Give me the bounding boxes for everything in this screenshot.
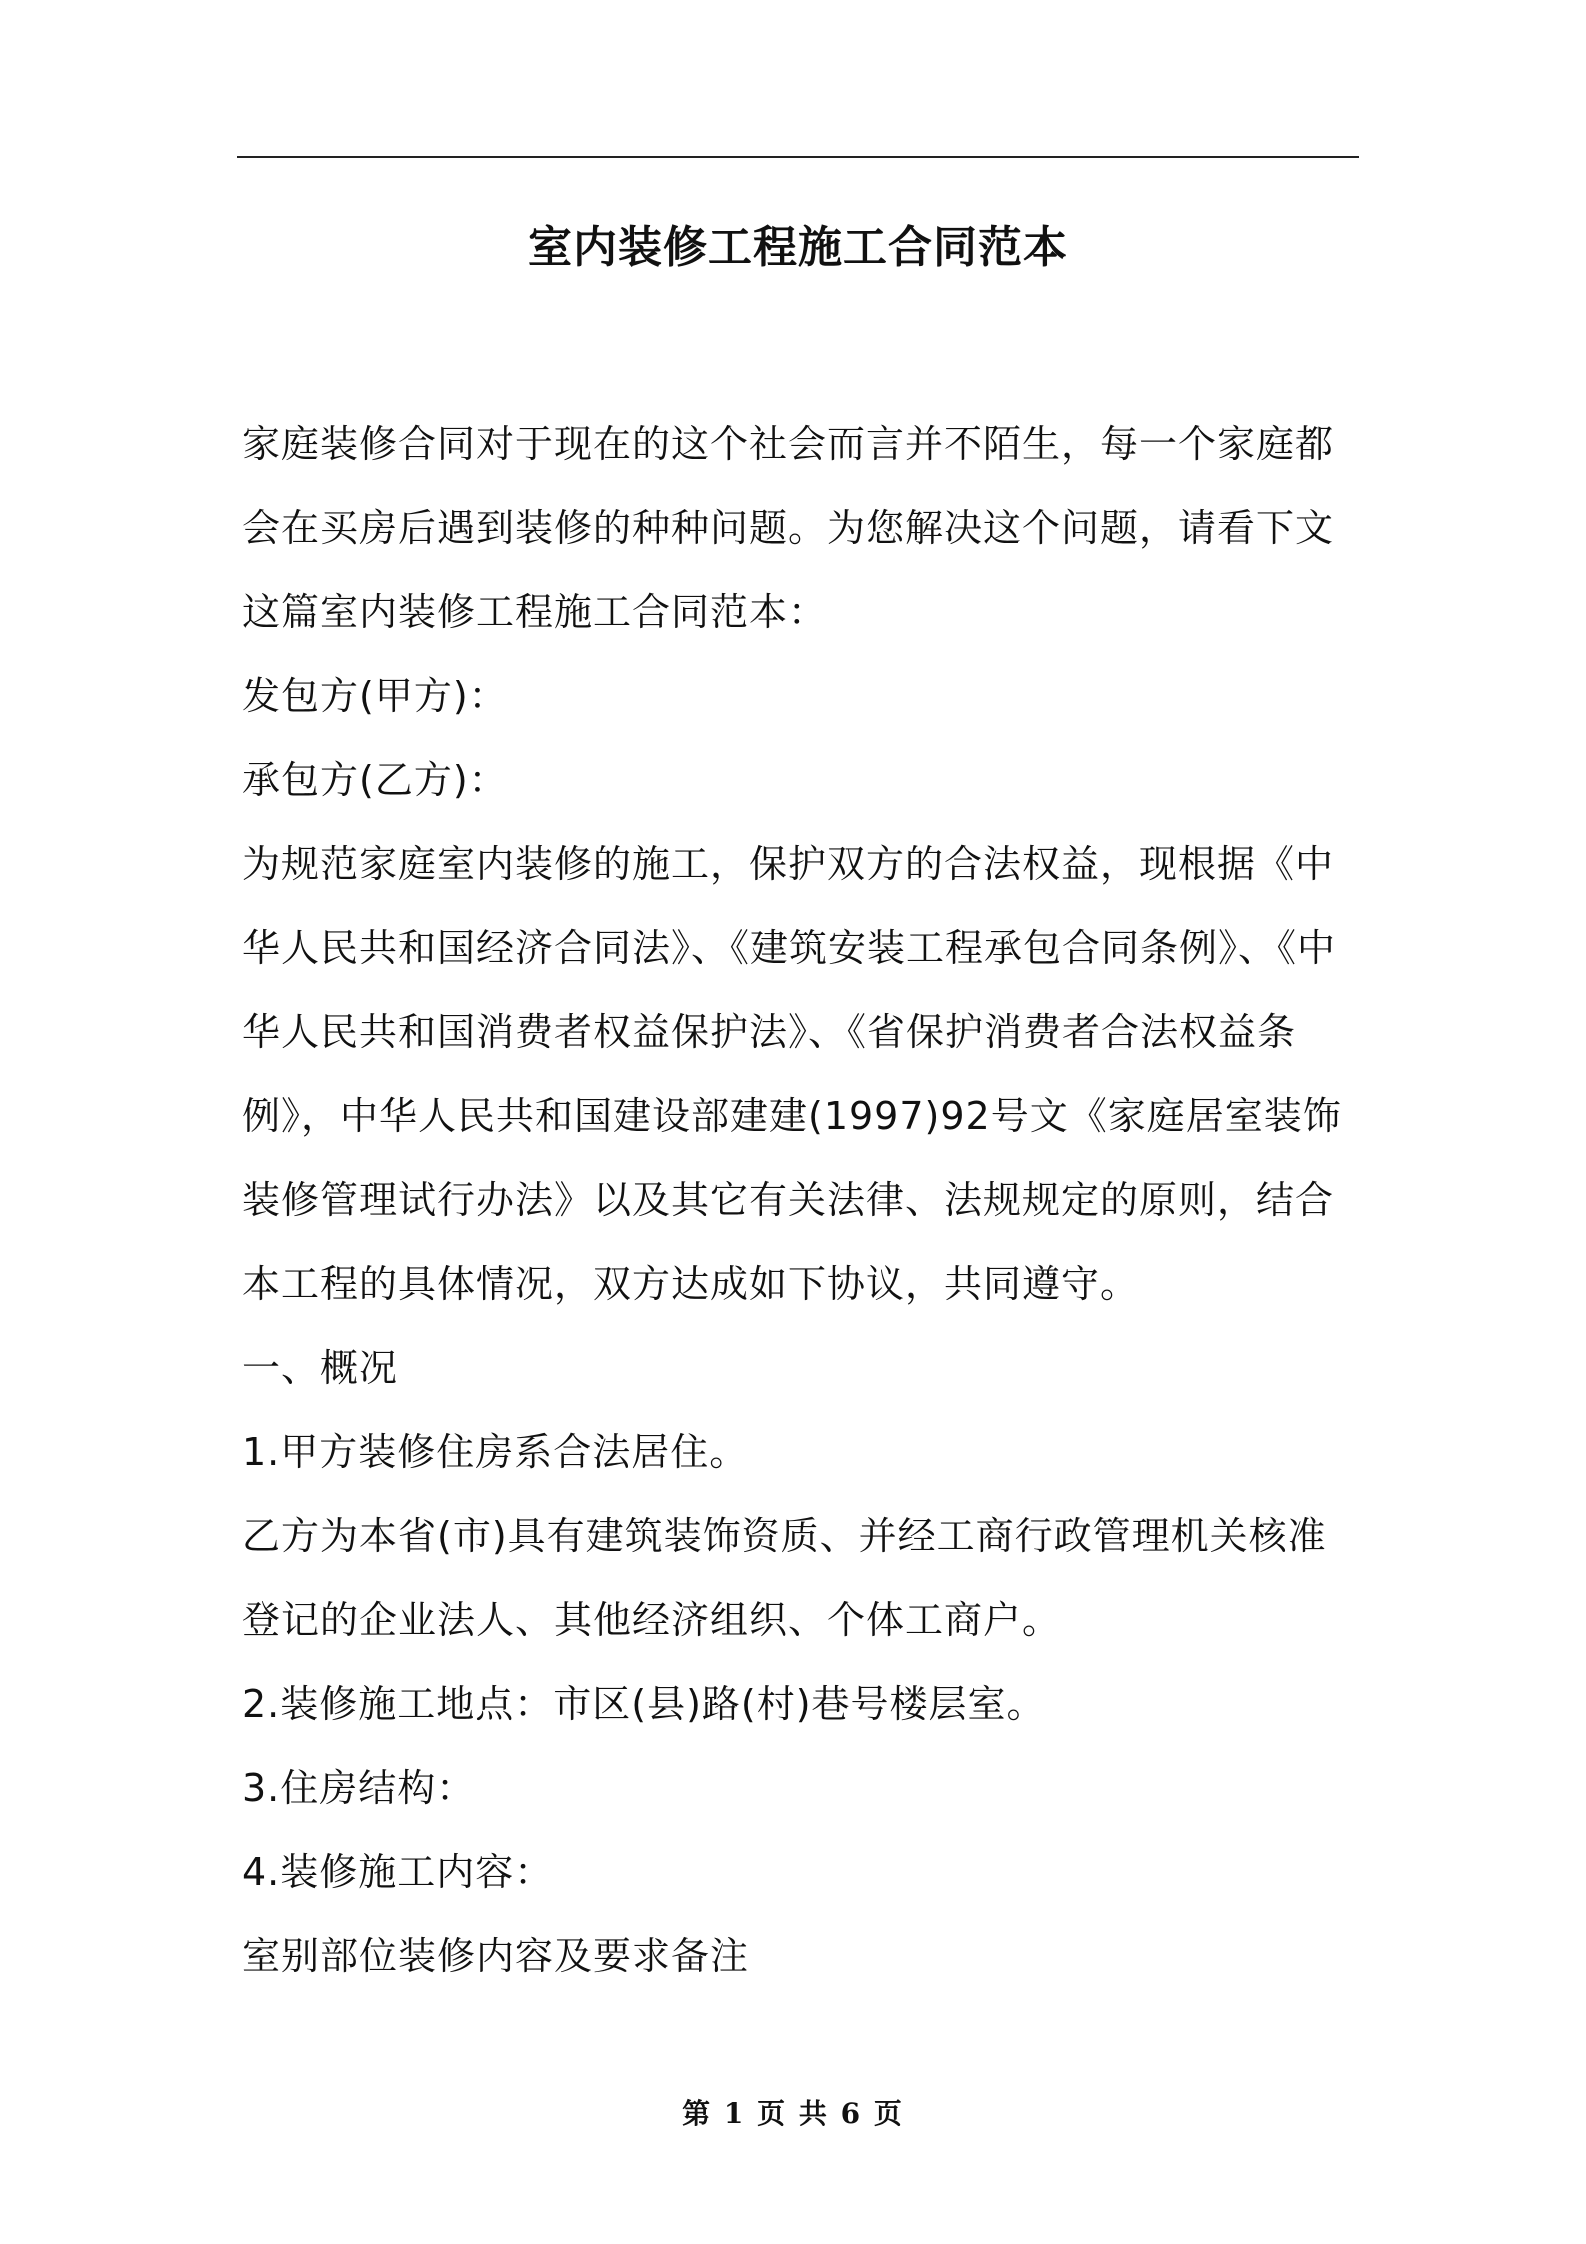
clause-3: 3.住房结构： — [242, 1766, 476, 1810]
intro-paragraph: 家庭装修合同对于现在的这个社会而言并不陌生，每一个家庭都会在买房后遇到装修的种种问题。为您解决这个问题，请看下文这篇室内装修工程施工合同范本： — [242, 422, 1335, 634]
clause-1-continued: 乙方为本省(市)具有建筑装饰资质、并经工商行政管理机关核准登记的企业法人、其他经济组织、个体工商户。 — [242, 1514, 1327, 1642]
party-b-line: 承包方(乙方)： — [242, 758, 508, 802]
clause-1: 1.甲方装修住房系合法居住。 — [242, 1430, 749, 1474]
header-rule — [237, 156, 1359, 158]
document-title: 室内装修工程施工合同范本 — [528, 222, 1068, 273]
clause-2: 2.装修施工地点：市区(县)路(村)巷号楼层室。 — [242, 1682, 1046, 1726]
section-heading-overview: 一、概况 — [242, 1346, 399, 1390]
table-header-line: 室别部位装修内容及要求备注 — [242, 1934, 750, 1978]
clause-4: 4.装修施工内容： — [242, 1850, 554, 1894]
page-number: 第 1 页 共 6 页 — [682, 2097, 904, 2130]
party-a-line: 发包方(甲方)： — [242, 674, 508, 718]
document-body — [242, 402, 1362, 1998]
legal-basis-paragraph: 为规范家庭室内装修的施工，保护双方的合法权益，现根据《中华人民共和国经济合同法》、《建筑安装工程承包合同条例》、《中华人民共和国消费者权益保护法》、《省保护消费者合法权益条例》，中华人民共和国建设部建建(1997)92号文《家庭居室装饰装修管理试行办法》以及其它有关法律、法规规定的原则，结合本工程的具体情况，双方达成如下协议，共同遵守。 — [242, 842, 1342, 1306]
